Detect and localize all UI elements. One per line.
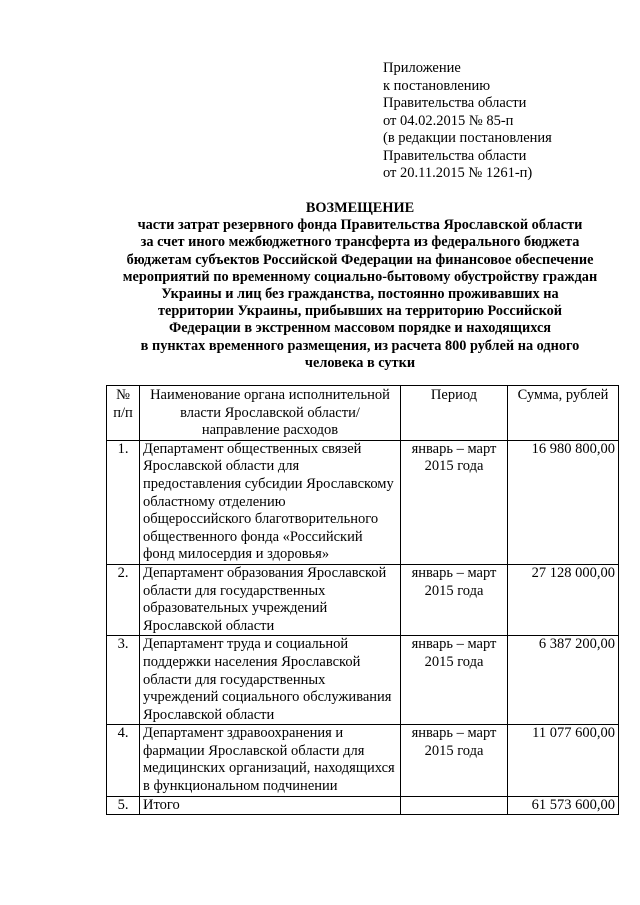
header-num: № п/п [107, 386, 140, 441]
appendix-line: Правительства области [383, 147, 527, 164]
row-period: январь – март 2015 года [401, 636, 508, 725]
header-period: Период [401, 386, 508, 441]
row-num: 5. [107, 796, 140, 815]
row-period: январь – март 2015 года [401, 564, 508, 635]
title-line: в пунктах временного размещения, из расчета 800 рублей на одного [140, 337, 580, 354]
row-sum: 27 128 000,00 [508, 564, 619, 635]
row-name: Департамент труда и социальной поддержки населения Ярославской области для государственных учреждений социального обслуживания Ярославской области [140, 636, 401, 725]
table-row [107, 440, 619, 564]
table-row-total [107, 796, 619, 815]
row-num: 2. [107, 564, 140, 635]
title-heading: ВОЗМЕЩЕНИЕ [305, 200, 415, 216]
row-period: январь – март 2015 года [401, 440, 508, 564]
row-sum: 16 980 800,00 [508, 440, 619, 564]
appendix-block [383, 60, 552, 183]
table-row [107, 636, 619, 725]
header-sum: Сумма, рублей [508, 386, 619, 441]
row-name: Департамент общественных связей Ярославской области для предоставления субсидии Ярославскому областному отделению общероссийского благотворительного общественного фонда «Российский фонд милосердия и здоровья» [140, 440, 401, 564]
title-line: Федерации в экстренном массовом порядке и находящихся [168, 320, 552, 337]
document-title [96, 200, 624, 372]
appendix-line: от 04.02.2015 № 85-п [383, 112, 514, 129]
title-line: бюджетам субъектов Российской Федерации на финансовое обеспечение [126, 251, 594, 268]
appendix-line: Правительства области [383, 95, 527, 111]
appendix-line: (в редакции постановления [383, 130, 552, 146]
row-name: Департамент здравоохранения и фармации Ярославской области для медицинских организаций, находящихся в функциональном подчинении [140, 725, 401, 796]
row-period [401, 796, 508, 815]
table-row [107, 725, 619, 796]
expenses-table [106, 385, 619, 815]
header-name: Наименование органа исполнительной власти Ярославской области/направление расходов [140, 386, 401, 441]
row-num: 1. [107, 440, 140, 564]
title-line: части затрат резервного фонда Правительства Ярославской области [137, 217, 583, 234]
title-line: за счет иного межбюджетного трансферта из федерального бюджета [140, 234, 580, 251]
title-line: территории Украины, прибывших на территорию Российской [157, 303, 563, 320]
appendix-line: Приложение [383, 60, 461, 76]
table-row [107, 564, 619, 635]
table-header-row [107, 386, 619, 441]
row-period: январь – март 2015 года [401, 725, 508, 796]
appendix-line: от 20.11.2015 № 1261-п) [383, 165, 533, 181]
row-name: Департамент образования Ярославской области для государственных образовательных учреждений Ярославской области [140, 564, 401, 635]
row-num: 3. [107, 636, 140, 725]
row-sum: 6 387 200,00 [508, 636, 619, 725]
row-name: Итого [140, 796, 401, 815]
row-sum: 11 077 600,00 [508, 725, 619, 796]
title-line: Украины и лиц без гражданства, постоянно проживавших на [161, 286, 559, 303]
row-num: 4. [107, 725, 140, 796]
appendix-line: к постановлению [383, 77, 491, 94]
title-line: мероприятий по временному социально-бытовому обустройству граждан [122, 268, 598, 285]
title-line: человека в сутки [304, 354, 416, 371]
row-sum: 61 573 600,00 [508, 796, 619, 815]
